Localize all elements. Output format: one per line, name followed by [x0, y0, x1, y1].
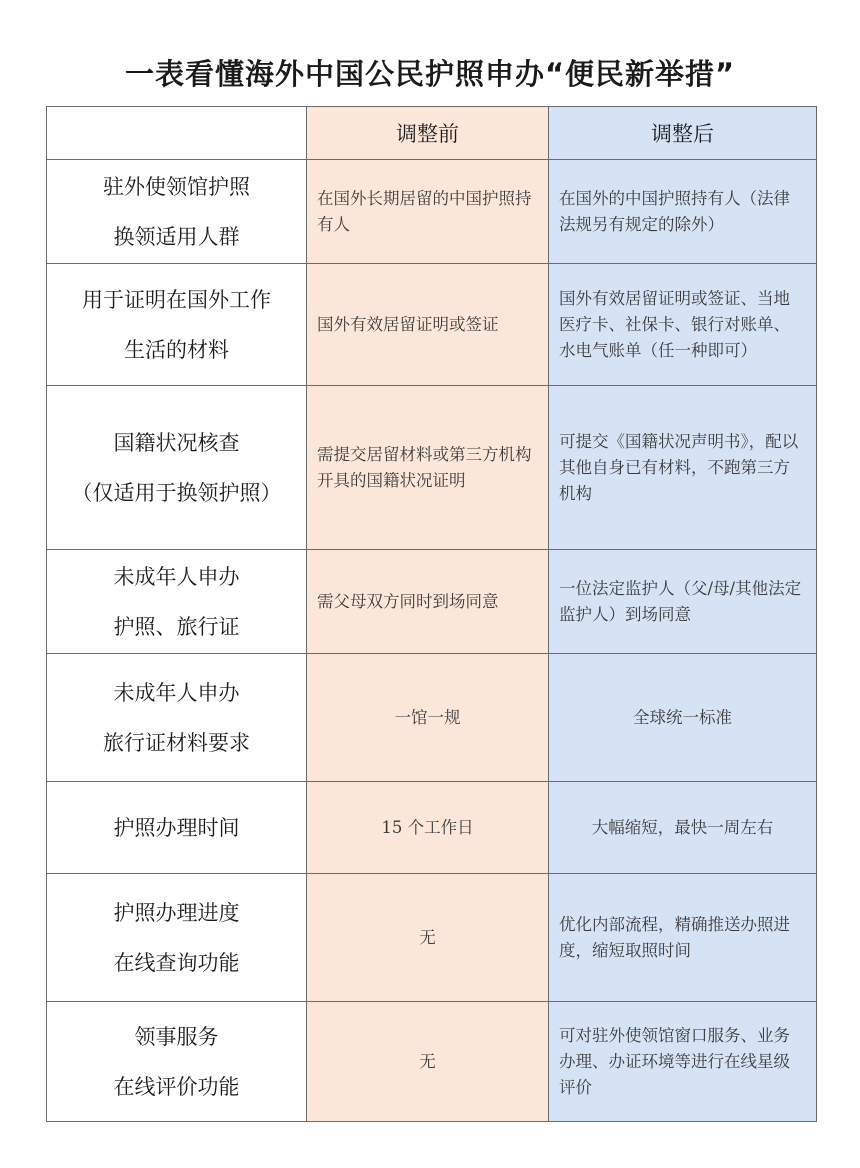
row-label-line: 在线查询功能	[113, 950, 240, 975]
page-title: 一表看懂海外中国公民护照申办“便民新举措”	[124, 57, 736, 91]
after-cell: 一位法定监护人（父/母/其他法定监护人）到场同意	[549, 550, 817, 654]
before-cell: 国外有效居留证明或签证	[307, 264, 549, 386]
row-label	[47, 264, 307, 386]
after-cell: 全球统一标准	[549, 654, 817, 782]
before-cell: 15 个工作日	[307, 782, 549, 874]
after-cell: 大幅缩短，最快一周左右	[549, 782, 817, 874]
row-label	[47, 1002, 307, 1122]
before-cell: 无	[307, 1002, 549, 1122]
row-label-line: 护照办理时间	[113, 815, 240, 840]
row-label-line: 用于证明在国外工作	[82, 287, 271, 312]
header-corner	[47, 107, 307, 160]
row-label-line: 在线评价功能	[113, 1074, 240, 1099]
table-row	[47, 264, 817, 386]
before-cell: 在国外长期居留的中国护照持有人	[307, 160, 549, 264]
before-cell: 无	[307, 874, 549, 1002]
row-label-line: 护照办理进度	[113, 900, 240, 925]
row-label	[47, 386, 307, 550]
after-cell: 可对驻外使领馆窗口服务、业务办理、办证环境等进行在线星级评价	[549, 1002, 817, 1122]
header-before: 调整前	[307, 107, 549, 160]
table-row	[47, 1002, 817, 1122]
table-row	[47, 160, 817, 264]
row-label-line: 旅行证材料要求	[103, 730, 250, 755]
table-row	[47, 550, 817, 654]
row-label-line: （仅适用于换领护照）	[71, 480, 282, 505]
after-cell: 在国外的中国护照持有人（法律法规另有规定的除外）	[549, 160, 817, 264]
header-after: 调整后	[549, 107, 817, 160]
table-header-row	[47, 107, 817, 160]
row-label	[47, 654, 307, 782]
row-label-line: 领事服务	[134, 1024, 219, 1049]
row-label-line: 护照、旅行证	[113, 614, 240, 639]
row-label	[47, 782, 307, 874]
before-cell: 需父母双方同时到场同意	[307, 550, 549, 654]
table-row	[47, 386, 817, 550]
row-label	[47, 550, 307, 654]
table-row	[47, 782, 817, 874]
row-label	[47, 160, 307, 264]
before-cell: 一馆一规	[307, 654, 549, 782]
comparison-table	[46, 106, 817, 1122]
row-label-line: 生活的材料	[124, 337, 229, 362]
table-row	[47, 874, 817, 1002]
row-label-line: 换领适用人群	[113, 224, 240, 249]
after-cell: 国外有效居留证明或签证、当地医疗卡、社保卡、银行对账单、水电气账单（任一种即可）	[549, 264, 817, 386]
row-label-line: 未成年人申办	[113, 564, 240, 589]
after-cell: 优化内部流程，精确推送办照进度，缩短取照时间	[549, 874, 817, 1002]
before-cell: 需提交居留材料或第三方机构开具的国籍状况证明	[307, 386, 549, 550]
row-label	[47, 874, 307, 1002]
row-label-line: 驻外使领馆护照	[103, 174, 250, 199]
row-label-line: 未成年人申办	[113, 680, 240, 705]
table-row	[47, 654, 817, 782]
after-cell: 可提交《国籍状况声明书》，配以其他自身已有材料，不跑第三方机构	[549, 386, 817, 550]
row-label-line: 国籍状况核查	[113, 430, 240, 455]
